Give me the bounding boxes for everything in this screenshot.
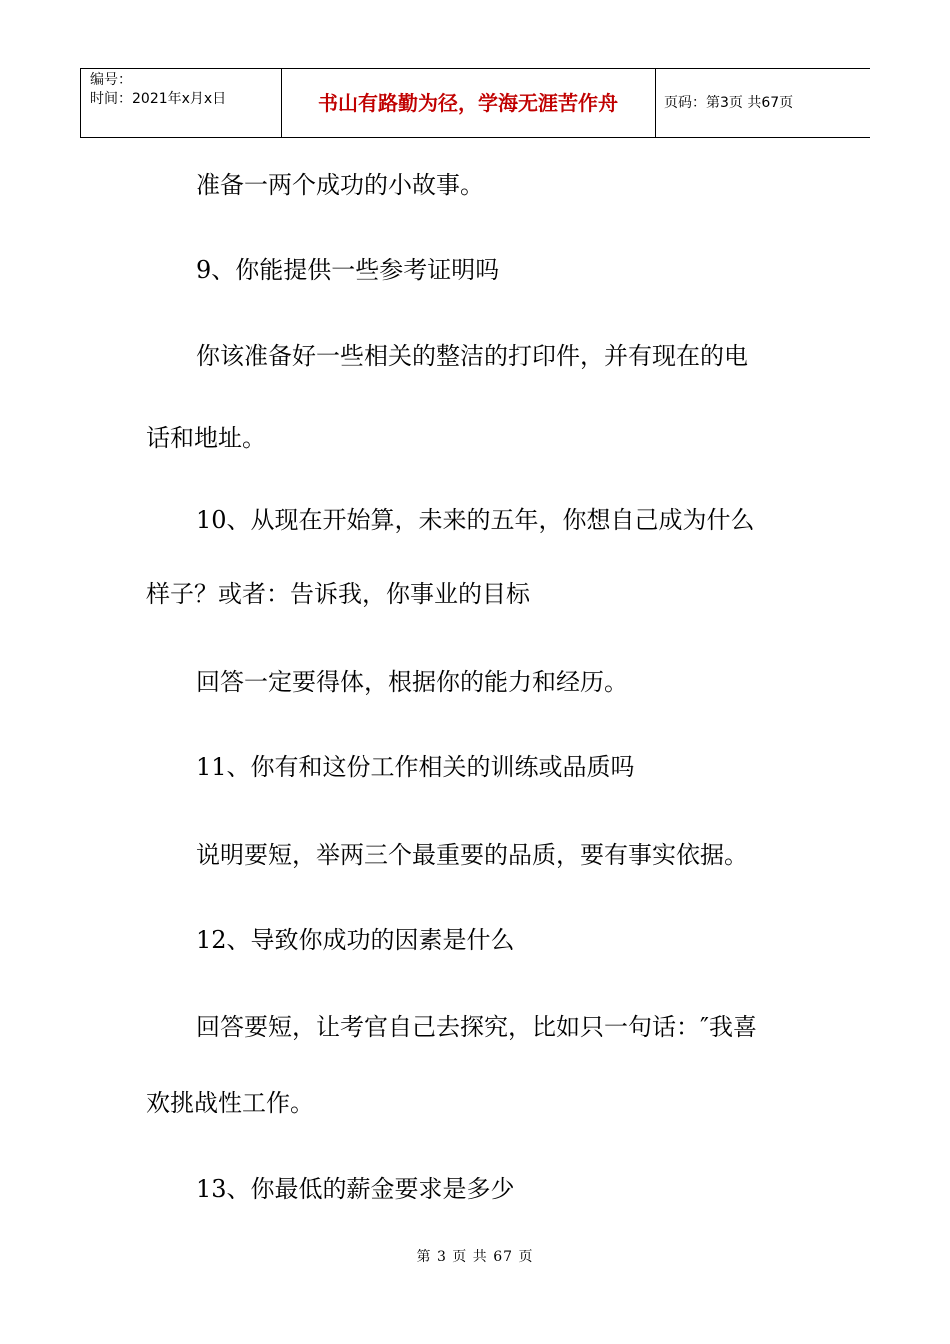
body-line-10: 12、导致你成功的因素是什么 — [196, 926, 515, 954]
body-line-6: 样子？或者：告诉我，你事业的目标 — [146, 580, 530, 608]
body-line-12: 欢挑战性工作。 — [146, 1089, 314, 1117]
body-line-13: 13、你最低的薪金要求是多少 — [196, 1175, 515, 1203]
body-line-9: 说明要短，举两三个最重要的品质，要有事实依据。 — [196, 841, 748, 869]
header-divider-middle-right — [655, 69, 656, 137]
page-header — [80, 68, 870, 138]
body-line-1: 准备一两个成功的小故事。 — [196, 171, 484, 199]
header-number-label: 编号： — [90, 72, 132, 88]
body-line-5: 10、从现在开始算，未来的五年，你想自己成为什么 — [196, 506, 755, 534]
header-page-info: 页码：第3页 共67页 — [664, 95, 794, 111]
body-line-11: 回答要短，让考官自己去探究，比如只一句话：″我喜 — [196, 1013, 757, 1041]
body-line-8: 11、你有和这份工作相关的训练或品质吗 — [196, 753, 635, 781]
body-line-2: 9、你能提供一些参考证明吗 — [196, 256, 500, 284]
header-time-label: 时间：2021年x月x日 — [90, 91, 227, 107]
body-line-3: 你该准备好一些相关的整洁的打印件，并有现在的电 — [196, 342, 748, 370]
header-divider-left — [80, 69, 81, 137]
header-meta — [90, 71, 226, 109]
body-line-4: 话和地址。 — [146, 424, 266, 452]
page-footer: 第 3 页 共 67 页 — [416, 1249, 534, 1265]
body-line-7: 回答一定要得体，根据你的能力和经历。 — [196, 668, 628, 696]
header-motto: 书山有路勤为径，学海无涯苦作舟 — [318, 91, 618, 115]
